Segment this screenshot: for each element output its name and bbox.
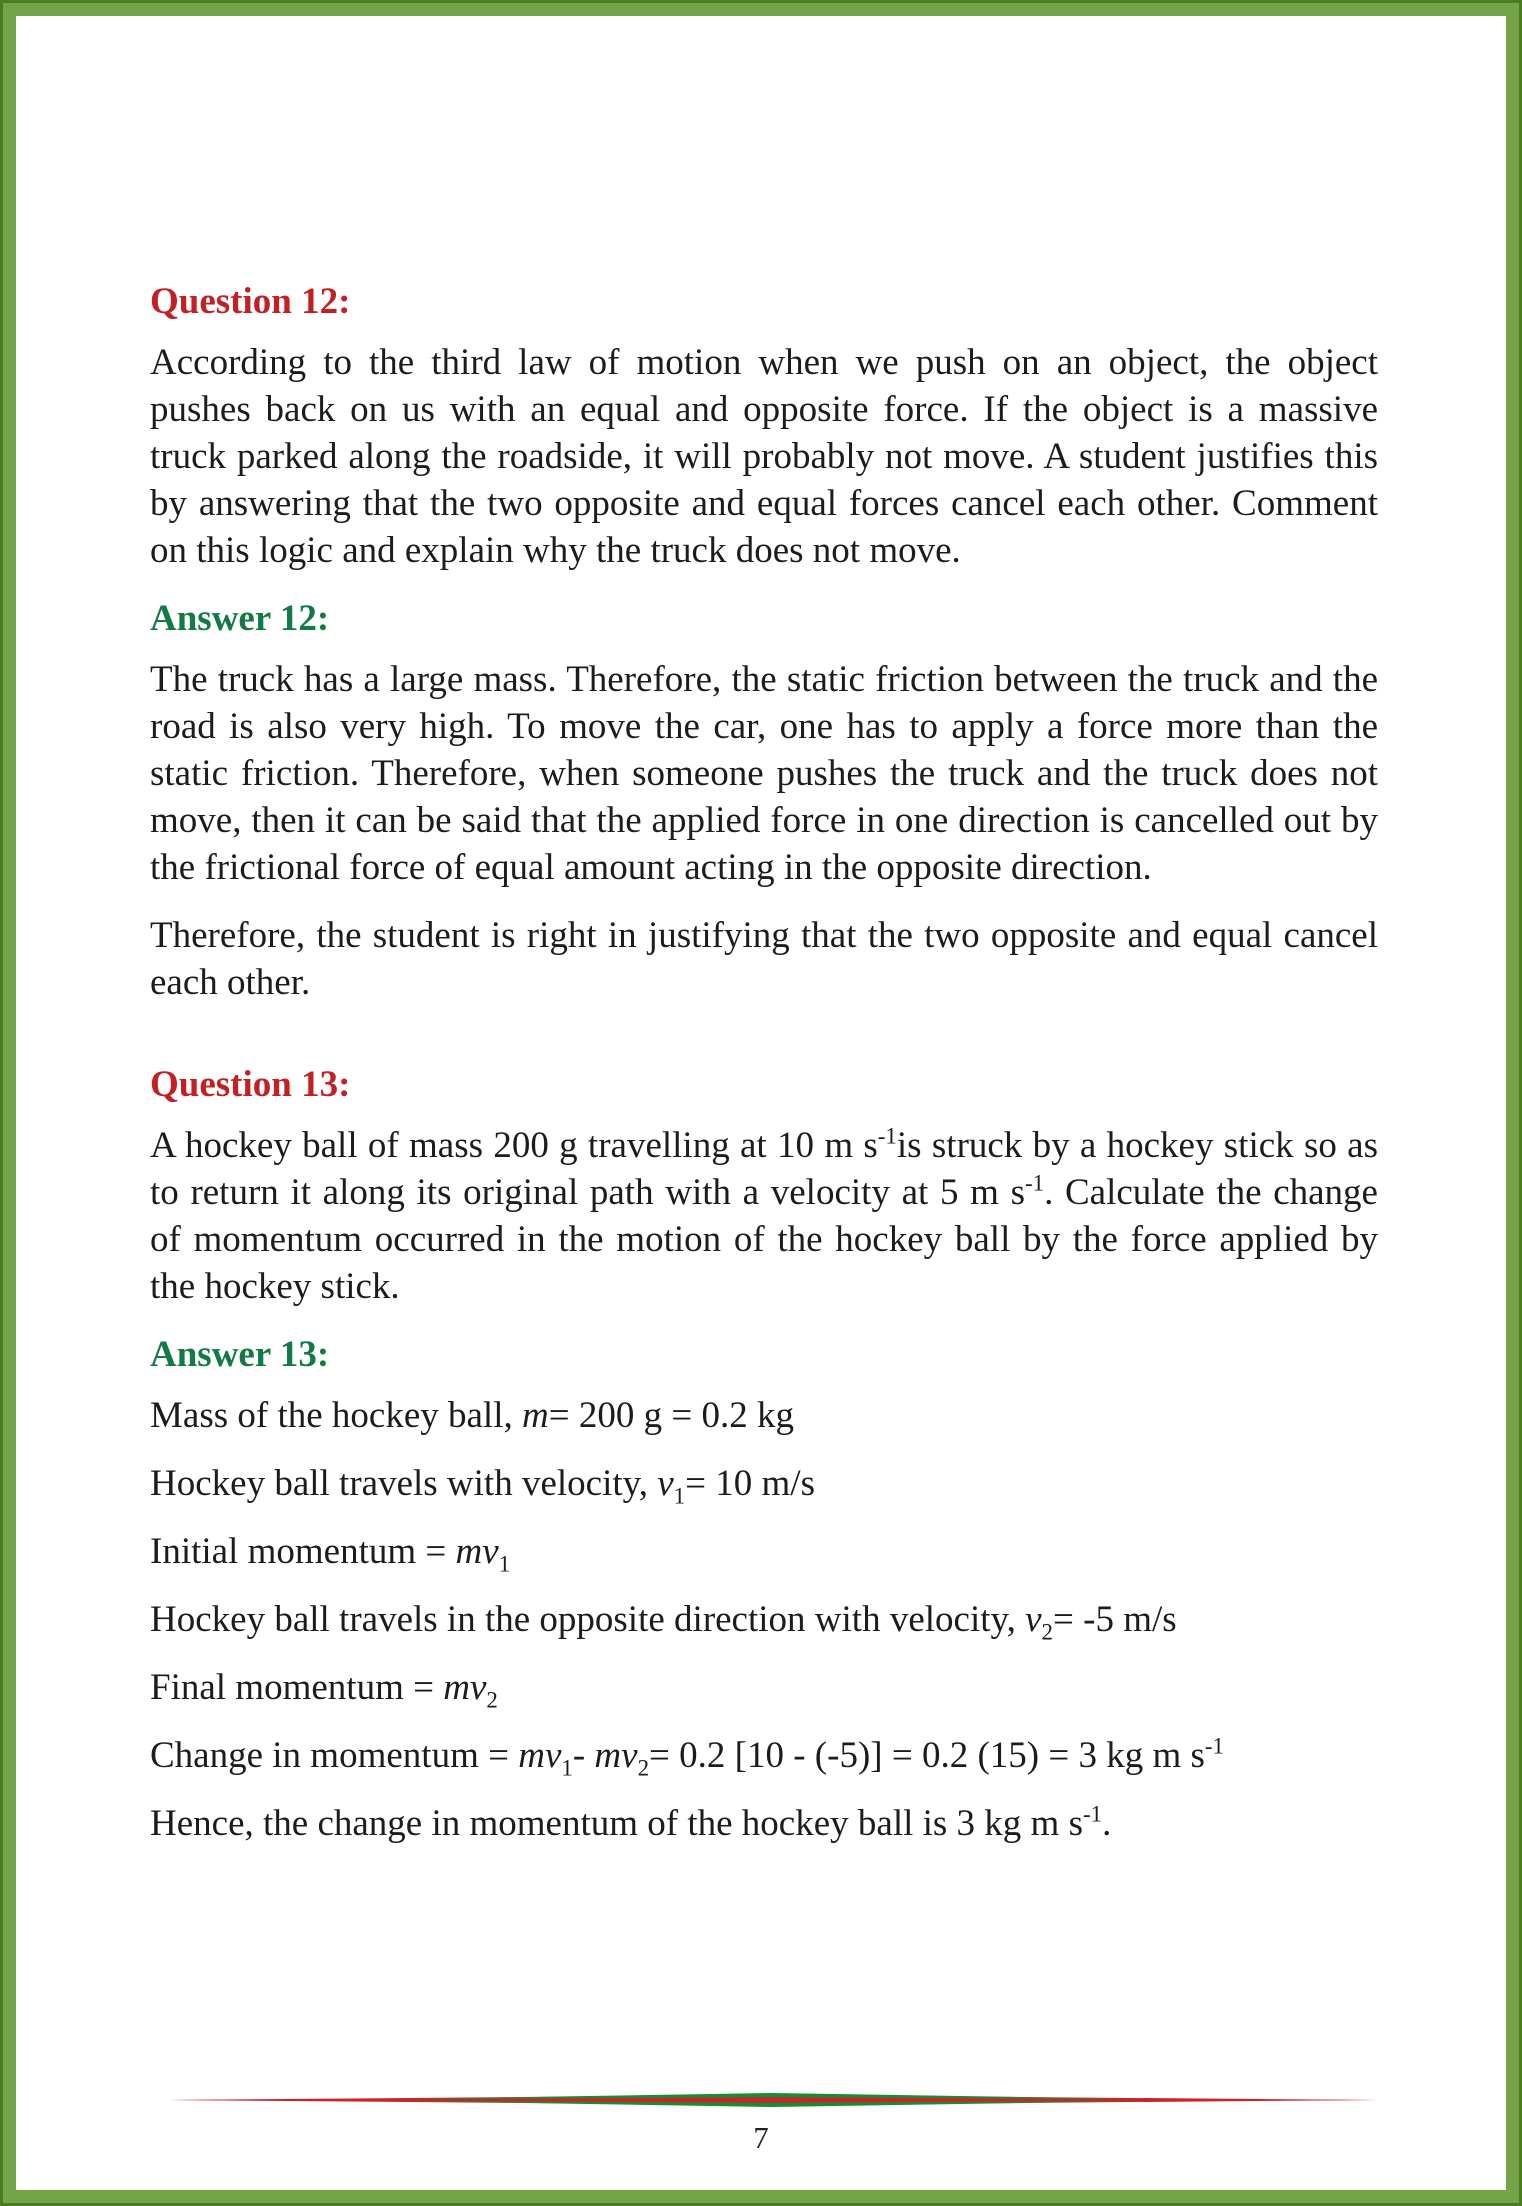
answer-12-paragraph-2: Therefore, the student is right in justifying that the two opposite and equal cancel each other. [150, 915, 1378, 1003]
document-page [16, 16, 1506, 2190]
answer-13-line-1: Mass of the hockey ball, m= 200 g = 0.2 kg [150, 1395, 794, 1436]
answer-13-line-7: Hence, the change in momentum of the hockey ball is 3 kg m $s^{-1}$. [150, 1801, 1112, 1844]
question-12-text: According to the third law of motion when we push on an object, the object pushes back on us with an equal and opposite force. If the object is a massive truck parked along the roadside, it will probably not move. A student justifies this by answering that the two opposite and equal forces cancel each other. Comment on this logic and explain why the truck does not move. [150, 342, 1378, 571]
answer-13-line-4: Hockey ball travels in the opposite direction with velocity, $v_2= -5$ m/s [150, 1599, 1177, 1645]
decorative-divider [168, 2092, 1378, 2108]
page-content [150, 278, 1378, 1868]
answer-12-heading: Answer 12: [150, 598, 330, 639]
question-13-heading: Question 13: [150, 1064, 351, 1105]
answer-13-line-2: Hockey ball travels with velocity, $v_1= 10$ m/s [150, 1463, 815, 1509]
page-number: 7 [753, 2120, 769, 2155]
page-footer [16, 2064, 1506, 2174]
answer-13-line-6: Change in momentum = $mv_1-$ $mv_2= 0.2$ [10 - (-5)] = 0.2 (15) = 3 kg m $s^{-1}$ [150, 1733, 1225, 1781]
question-12-heading: Question 12: [150, 281, 351, 322]
answer-13-line-3: Initial momentum = $mv_1$ [150, 1531, 511, 1577]
answer-13-heading: Answer 13: [150, 1334, 330, 1375]
question-13-text: A hockey ball of mass 200 g travelling at 10 m $s^{-1}is$ struck by a hockey stick so as to return it along its original path with a velocity at 5 m $s^{-1}$. Calculate the change of momentum occurred in the motion of the hockey ball by the force applied by the hockey stick. [150, 1123, 1378, 1307]
answer-12-paragraph-1: The truck has a large mass. Therefore, the static friction between the truck and the road is also very high. To move the car, one has to apply a force more than the static friction. Therefore, when someone pushes the truck and the truck does not move, then it can be said that the applied force in one direction is cancelled out by the frictional force of equal amount acting in the opposite direction. [150, 659, 1378, 888]
answer-13-line-5: Final momentum = $mv_2$ [150, 1667, 498, 1713]
